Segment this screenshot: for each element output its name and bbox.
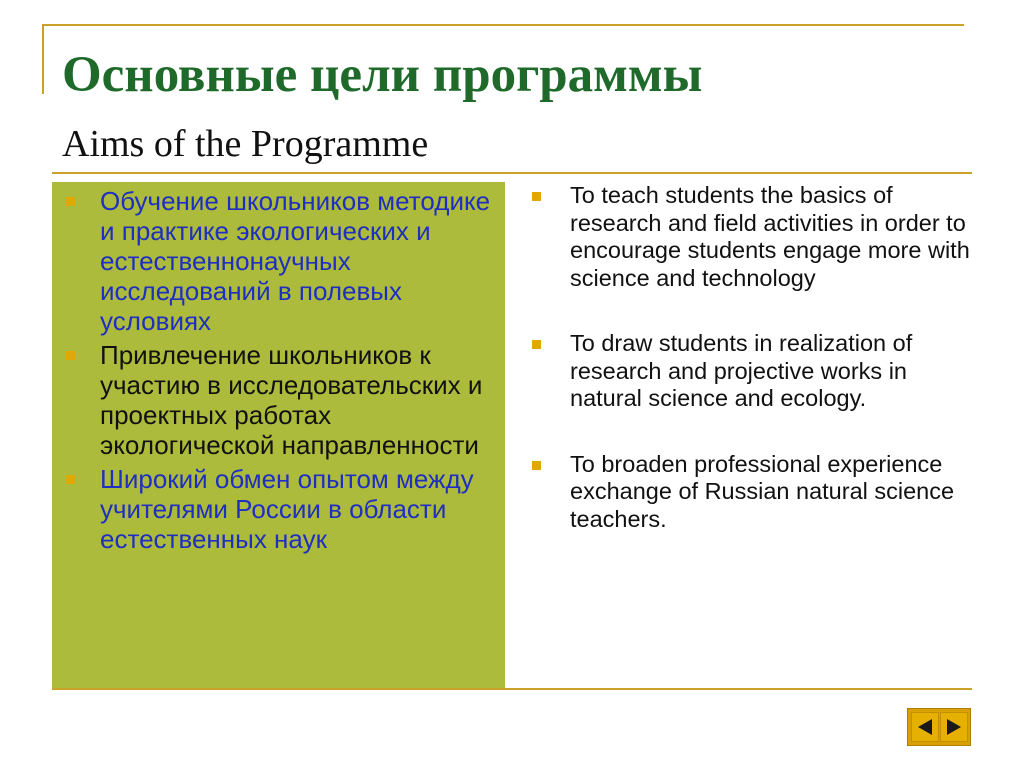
slide-title-english: Aims of the Programme: [62, 123, 429, 165]
bullet-text: To broaden professional experience exchange of Russian natural science teachers.: [570, 450, 955, 532]
frame-accent-vertical: [42, 24, 44, 94]
bullet-text: Привлечение школьников к участию в исследовательских и проектных работах экологической направленности: [100, 340, 483, 460]
square-bullet-icon: [532, 192, 541, 201]
bullet-text: Обучение школьников методике и практике экологических и естественнонаучных исследований в полевых условиях: [100, 186, 491, 336]
divider-top: [52, 172, 972, 174]
triangle-right-icon: [944, 717, 964, 737]
english-aims-panel: [530, 182, 970, 682]
russian-aims-panel: [52, 182, 505, 688]
previous-slide-button[interactable]: [911, 712, 939, 742]
russian-aims-list: [62, 186, 495, 554]
square-bullet-icon: [532, 461, 541, 470]
english-aims-list: [530, 182, 970, 533]
slide-navigation: [907, 708, 971, 746]
bullet-text: To draw students in realization of research and projective works in natural science and ecology.: [570, 330, 913, 411]
square-bullet-icon: [66, 197, 75, 206]
square-bullet-icon: [532, 340, 541, 349]
divider-bottom: [52, 688, 972, 690]
list-item: [62, 340, 495, 460]
triangle-left-icon: [915, 717, 935, 737]
slide-title-russian: Основные цели программы: [62, 47, 703, 103]
list-item: [62, 186, 495, 336]
list-item: [530, 330, 970, 413]
list-item: [62, 464, 495, 554]
frame-accent-top: [42, 24, 964, 26]
next-slide-button[interactable]: [940, 712, 968, 742]
bullet-text: To teach students the basics of research and field activities in order to encourage students engage more with science and technology: [570, 182, 970, 291]
list-item: [530, 182, 970, 292]
list-item: [530, 451, 970, 534]
bullet-text: Широкий обмен опытом между учителями России в области естественных наук: [100, 464, 474, 554]
square-bullet-icon: [66, 351, 75, 360]
square-bullet-icon: [66, 475, 75, 484]
